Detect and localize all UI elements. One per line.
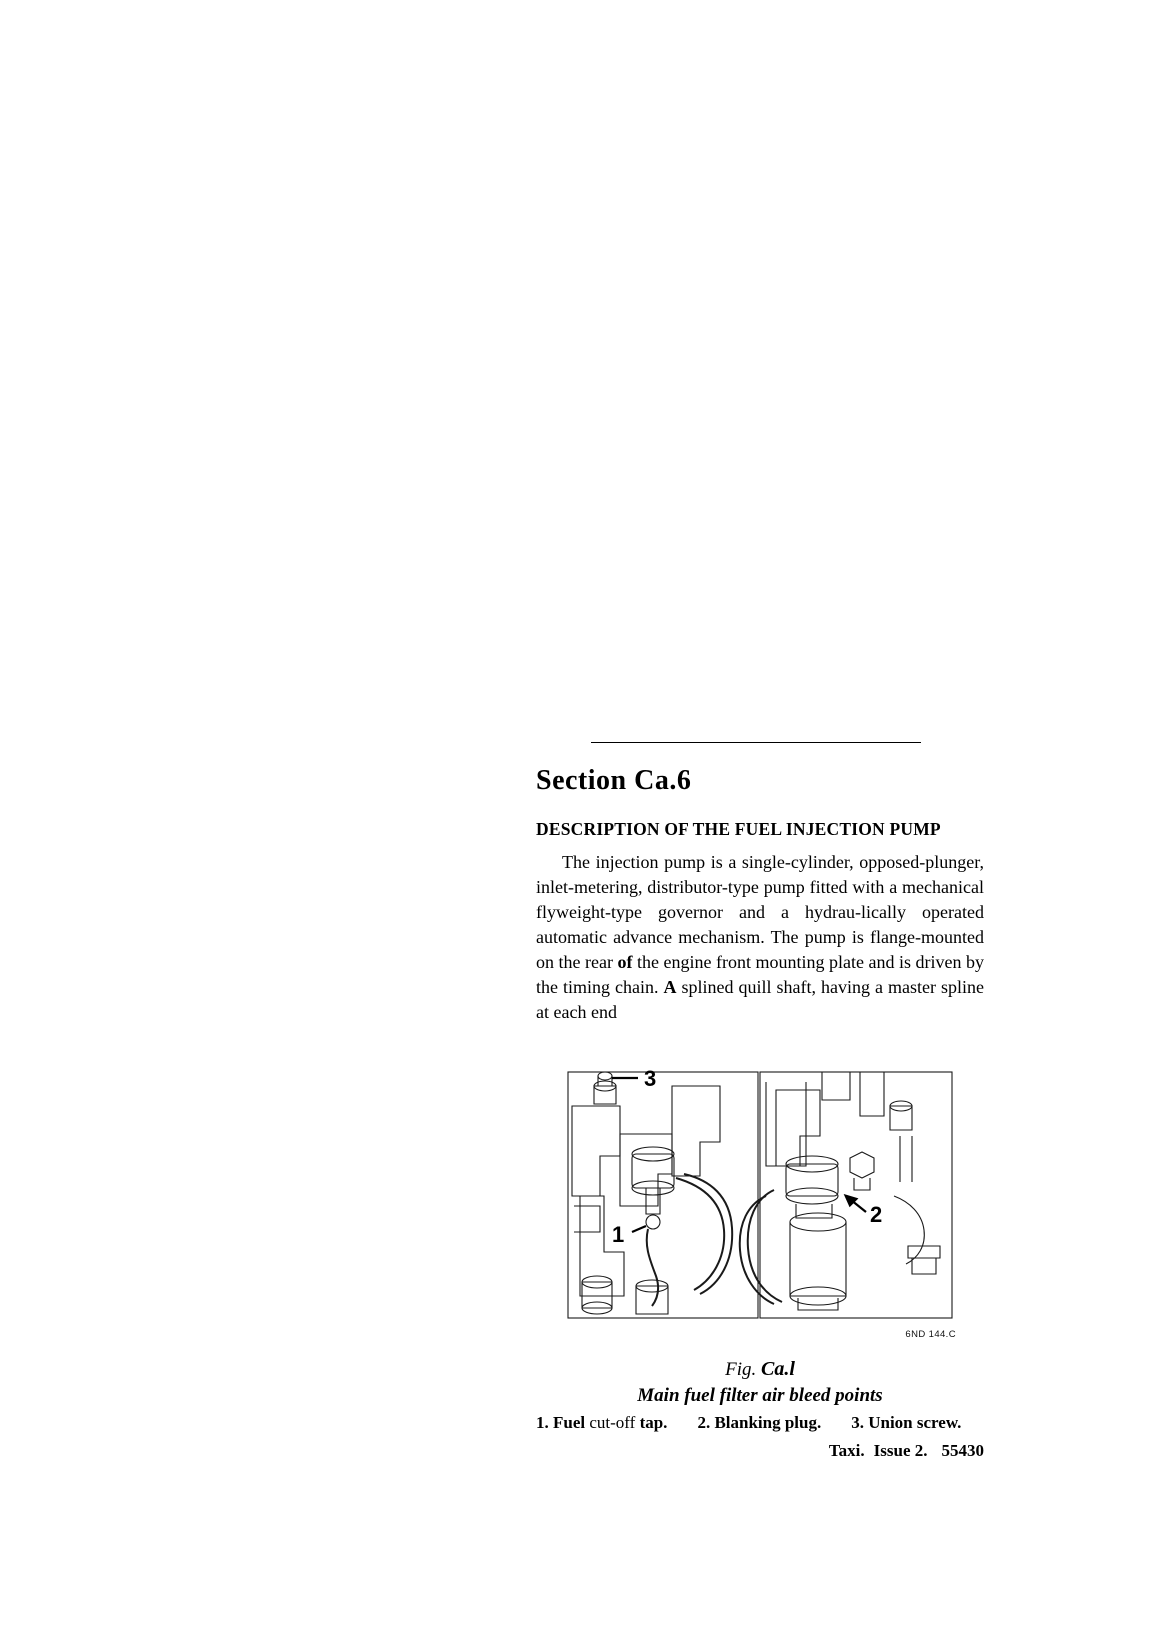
body-text-part-2: the engine front mounting plate and is driven by the timing chain. bbox=[536, 952, 984, 997]
legend-number-2: 2. bbox=[697, 1413, 711, 1432]
legend-number-1: 1. bbox=[536, 1413, 549, 1432]
body-text-bold-1: of bbox=[617, 952, 633, 972]
page-title: Section Ca.6 bbox=[536, 765, 692, 796]
header-rule bbox=[591, 742, 921, 743]
footer-number: 55430 bbox=[941, 1441, 984, 1460]
figure-callout-3: 3 bbox=[644, 1066, 657, 1091]
legend-label-1-bold: Fuel bbox=[553, 1413, 590, 1432]
legend-item-1 bbox=[536, 1413, 667, 1432]
figure-callout-2: 2 bbox=[870, 1202, 883, 1227]
legend-label-1-tail: tap. bbox=[639, 1413, 668, 1432]
figure-caption-number bbox=[536, 1358, 984, 1381]
figure-caption-id: Ca.l bbox=[760, 1358, 795, 1380]
body-text-part-3: splined quill shaft, having a master spline at each end bbox=[536, 977, 984, 1022]
legend-label-2: Blanking plug. bbox=[714, 1413, 822, 1432]
legend-item-3 bbox=[851, 1413, 961, 1432]
page-footer bbox=[536, 1441, 984, 1461]
legend-item-2 bbox=[697, 1413, 821, 1432]
body-text-part-1: The injection pump is a single-cylinder, opposed-plunger, inlet-metering, distributor-type pump fitted with a mechanical flyweight-type governor and a hydrau-lically operated automatic advance mechanism. The pump is flange-mounted on the rear bbox=[536, 852, 984, 972]
figure-caption-title: Main fuel filter air bleed points bbox=[637, 1385, 883, 1406]
figure-legend bbox=[536, 1413, 1006, 1433]
text-column bbox=[536, 742, 984, 1025]
legend-label-1-plain: cut-off bbox=[589, 1413, 640, 1432]
footer-issue: Issue 2. bbox=[873, 1441, 928, 1460]
figure-plate-code: 6ND 144.C bbox=[905, 1329, 956, 1340]
footer-manual: Taxi. bbox=[828, 1441, 865, 1460]
figure-caption-prefix: Fig. bbox=[725, 1359, 761, 1380]
section-heading: DESCRIPTION OF THE FUEL INJECTION PUMP bbox=[536, 819, 941, 839]
figure-image bbox=[560, 1046, 960, 1346]
figure-callout-1: 1 bbox=[612, 1222, 625, 1247]
legend-label-3: Union screw. bbox=[868, 1413, 962, 1432]
body-paragraph bbox=[536, 850, 984, 1025]
legend-number-3: 3. bbox=[851, 1413, 864, 1432]
body-text-bold-2: A bbox=[663, 977, 677, 997]
engine-photo-line-art bbox=[560, 1046, 960, 1346]
